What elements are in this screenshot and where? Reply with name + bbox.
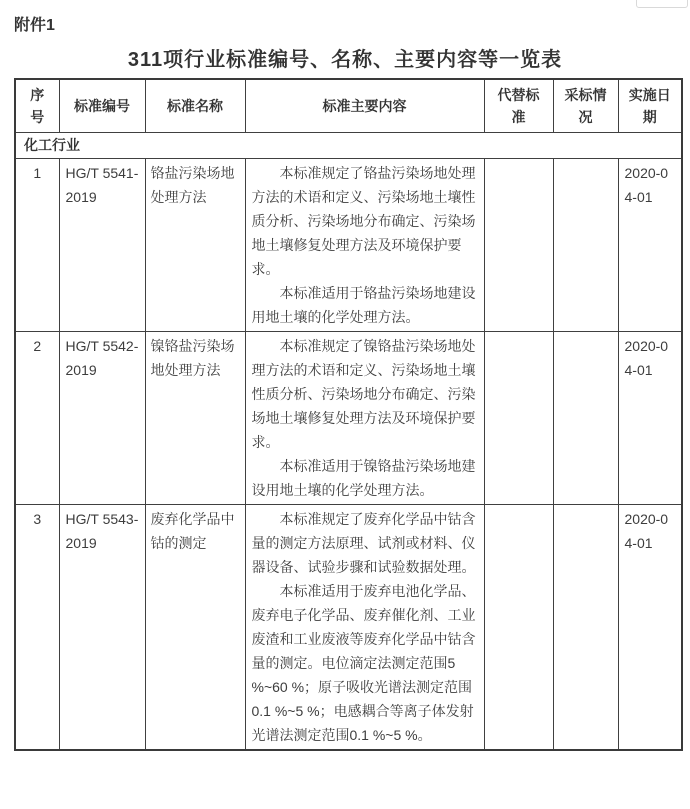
cell-implementation-date: 2020-04-01: [618, 159, 682, 332]
cell-replaced-standard: [484, 159, 553, 332]
cell-standard-code: HG/T 5542-2019: [59, 332, 145, 505]
column-header-no: 序号: [15, 79, 59, 133]
content-paragraph-scope: 本标准规定了废弃化学品中钴含量的测定方法原理、试剂或材料、仪器设备、试验步骤和试验数据处理。: [251, 511, 476, 575]
cell-standard-content: [245, 505, 484, 751]
column-header-code: 标准编号: [59, 79, 145, 133]
cell-standard-content: [245, 159, 484, 332]
cell-standard-name: 铬盐污染场地处理方法: [145, 159, 245, 332]
content-paragraph-scope: 本标准规定了镍铬盐污染场地处理方法的术语和定义、污染场地土壤性质分析、污染场地分布确定、污染场地土壤修复处理方法及环境保护要求。: [251, 338, 476, 450]
column-header-adoption: 采标情况: [553, 79, 618, 133]
cell-no: 3: [15, 505, 59, 751]
column-header-replaced: 代替标准: [484, 79, 553, 133]
content-paragraph-application: 本标准适用于铬盐污染场地建设用地土壤的化学处理方法。: [251, 285, 476, 325]
content-paragraph-application: 本标准适用于废弃电池化学品、废弃电子化学品、废弃催化剂、工业废渣和工业废液等废弃化学品中钴含量的测定。电位滴定法测定范围5 %~60 %；原子吸收光谱法测定范围0.1 %~5 %；电感耦合等离子体发射光谱法测定范围0.1 %~5 %。: [251, 583, 476, 743]
table-header-row: [15, 79, 682, 133]
cell-adoption-status: [553, 505, 618, 751]
cell-adoption-status: [553, 332, 618, 505]
column-header-date: 实施日期: [618, 79, 682, 133]
cropped-ui-remnant: [636, 0, 688, 8]
cell-standard-name: 镍铬盐污染场地处理方法: [145, 332, 245, 505]
cell-no: 1: [15, 159, 59, 332]
section-row-chemical-industry: [15, 133, 682, 159]
section-label: 化工行业: [15, 133, 682, 159]
cell-standard-code: HG/T 5543-2019: [59, 505, 145, 751]
cell-replaced-standard: [484, 332, 553, 505]
table-row: [15, 332, 682, 505]
standards-table: [14, 78, 683, 751]
cell-no: 2: [15, 332, 59, 505]
column-header-name: 标准名称: [145, 79, 245, 133]
cell-implementation-date: 2020-04-01: [618, 505, 682, 751]
content-paragraph-application: 本标准适用于镍铬盐污染场地建设用地土壤的化学处理方法。: [251, 458, 476, 498]
table-row: [15, 159, 682, 332]
page-title: 311项行业标准编号、名称、主要内容等一览表: [127, 49, 563, 71]
content-paragraph-scope: 本标准规定了铬盐污染场地处理方法的术语和定义、污染场地土壤性质分析、污染场地分布确定、污染场地土壤修复处理方法及环境保护要求。: [251, 165, 476, 277]
cell-replaced-standard: [484, 505, 553, 751]
attachment-label: 附件1: [14, 17, 55, 34]
table-row: [15, 505, 682, 751]
cell-standard-code: HG/T 5541-2019: [59, 159, 145, 332]
cell-implementation-date: 2020-04-01: [618, 332, 682, 505]
cell-standard-name: 废弃化学品中钴的测定: [145, 505, 245, 751]
cell-adoption-status: [553, 159, 618, 332]
cell-standard-content: [245, 332, 484, 505]
column-header-content: 标准主要内容: [245, 79, 484, 133]
